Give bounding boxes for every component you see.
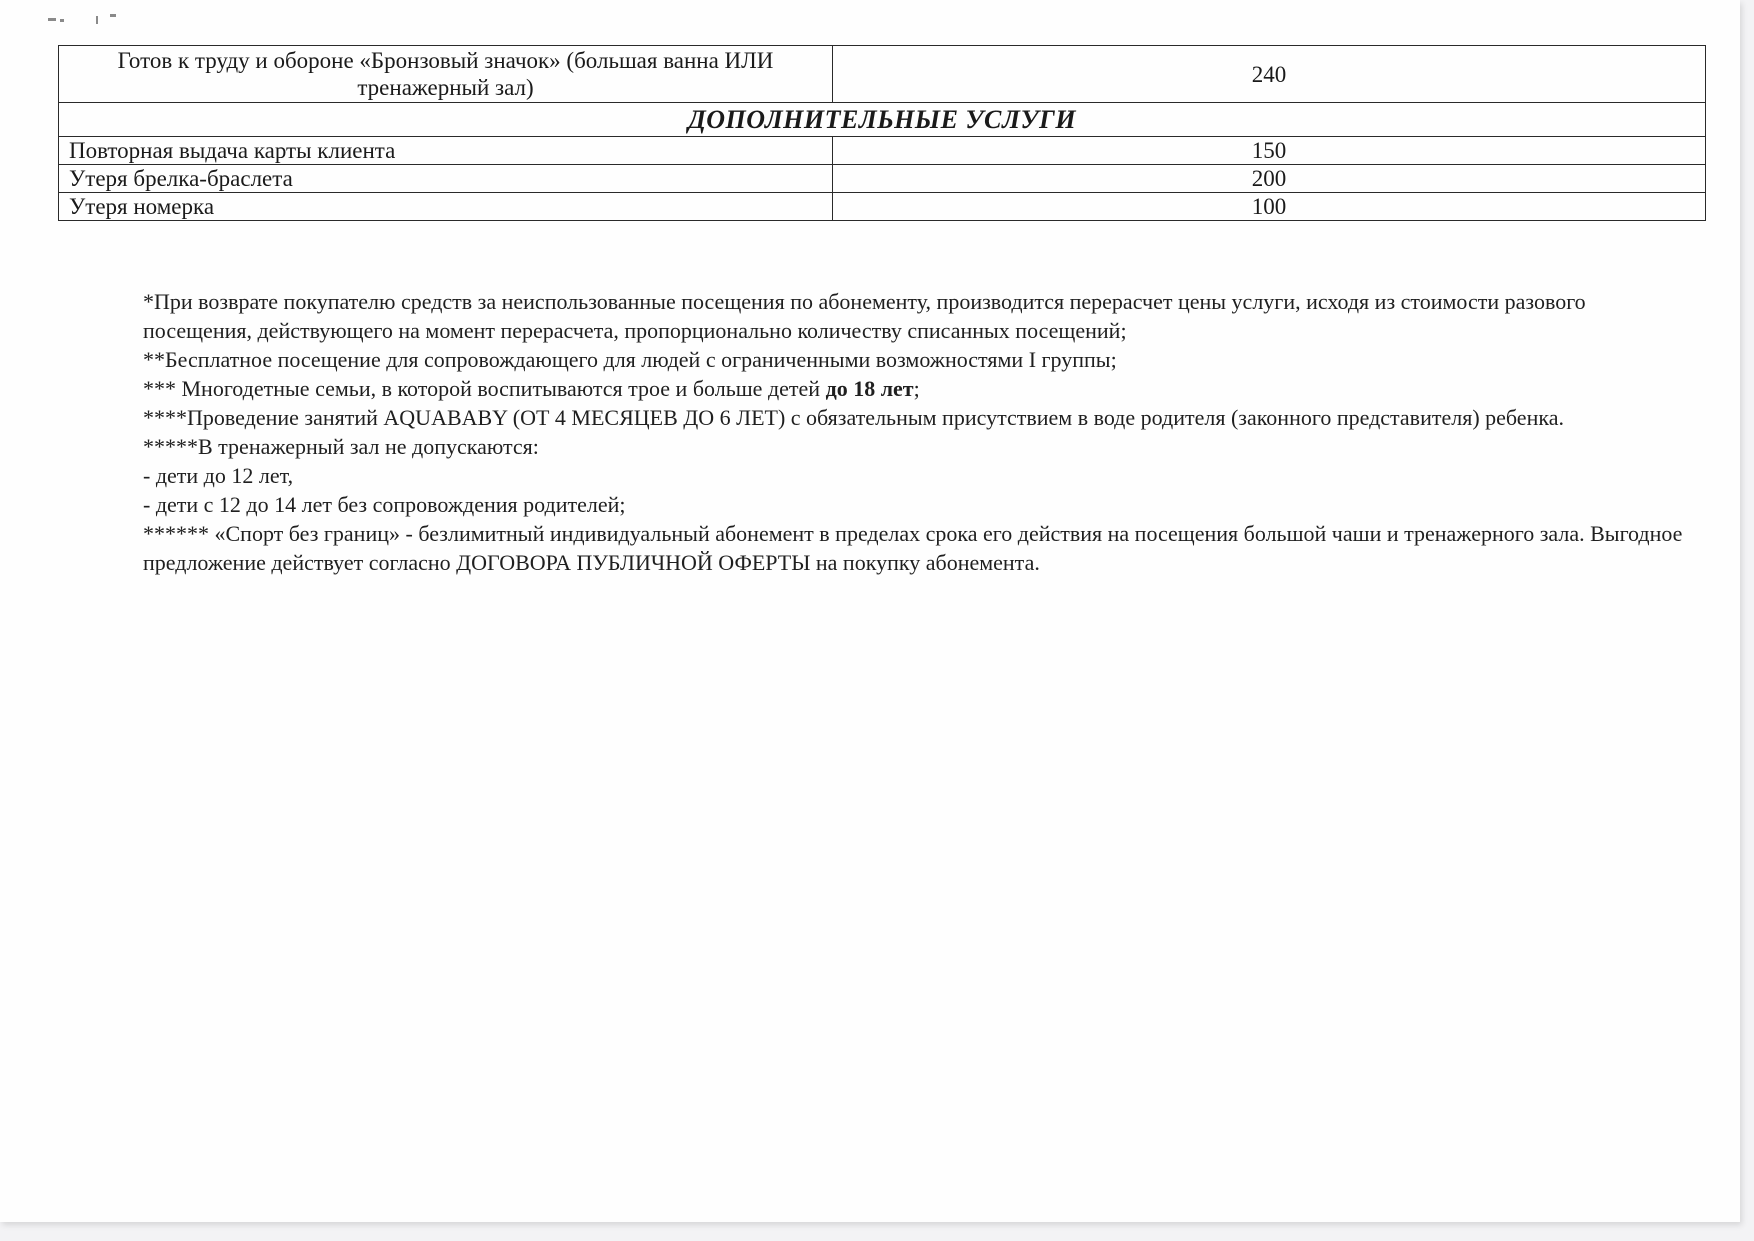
table-row <box>59 137 1706 165</box>
price-table <box>58 45 1706 221</box>
table-row <box>59 193 1706 221</box>
footnote-2: **Бесплатное посещение для сопровождающего для людей с ограниченными возможностями I группы; <box>143 347 1117 372</box>
service-price: 200 <box>833 165 1706 193</box>
service-name: Утеря номерка <box>59 193 833 221</box>
footnotes <box>143 287 1683 577</box>
service-price: 240 <box>833 46 1706 103</box>
footnote-4: ****Проведение занятий AQUABABY (ОТ 4 МЕСЯЦЕВ ДО 6 ЛЕТ) с обязательным присутствием в воде родителя (законного представителя) ребенка. <box>143 405 1564 430</box>
table-row <box>59 165 1706 193</box>
footnote-5: *****В тренажерный зал не допускаются: <box>143 434 539 459</box>
service-price: 150 <box>833 137 1706 165</box>
table-row <box>59 46 1706 103</box>
service-name: Утеря брелка-браслета <box>59 165 833 193</box>
footnote-5-item: - дети с 12 до 14 лет без сопровождения родителей; <box>143 492 626 517</box>
section-header-row <box>59 103 1706 137</box>
footnote-3-text: *** Многодетные семьи, в которой воспитываются трое и больше детей <box>143 376 826 401</box>
footnote-3-bold: до 18 лет <box>825 376 914 401</box>
footnote-1: *При возврате покупателю средств за неиспользованные посещения по абонементу, производится перерасчет цены услуги, исходя из стоимости разового посещения, действующего на момент перерасчета, пропорционально количеству списанных посещений; <box>143 289 1586 343</box>
service-name: Готов к труду и обороне «Бронзовый значок» (большая ванна ИЛИ тренажерный зал) <box>59 46 833 103</box>
section-title: ДОПОЛНИТЕЛЬНЫЕ УСЛУГИ <box>59 103 1706 137</box>
footnote-5-item: - дети до 12 лет, <box>143 463 294 488</box>
footnote-6: ****** «Спорт без границ» - безлимитный индивидуальный абонемент в пределах срока его действия на посещения большой чаши и тренажерного зала. Выгодное предложение действует согласно ДОГОВОРА ПУБЛИЧНОЙ ОФЕРТЫ на покупку абонемента. <box>143 521 1683 575</box>
footnote-3 <box>143 374 1683 403</box>
service-name: Повторная выдача карты клиента <box>59 137 833 165</box>
footnote-3-end: ; <box>913 376 920 401</box>
scan-artifact <box>48 14 118 24</box>
service-price: 100 <box>833 193 1706 221</box>
